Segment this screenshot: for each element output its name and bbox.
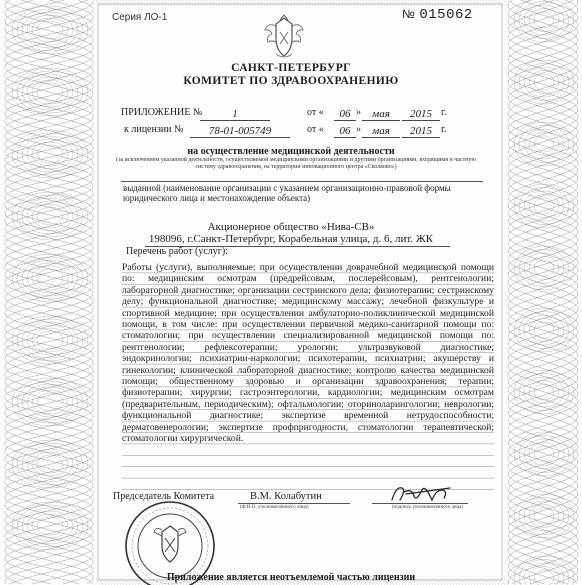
number-prefix: № [402, 7, 416, 21]
number-value: 015062 [419, 7, 473, 23]
license-year-field: 2015 [402, 121, 440, 139]
city-title: САНКТ-ПЕТЕРБУРГ [231, 62, 351, 74]
signature-caption: (подпись уполномоченного лица) [392, 505, 464, 510]
appendix-from: от « [307, 107, 324, 118]
license-number-field: 78-01-005749 [190, 121, 290, 139]
committee-title: КОМИТЕТ ПО ЗДРАВООХРАНЕНИЮ [183, 75, 399, 87]
license-from: от « [307, 124, 324, 135]
license-year-suffix: г. [441, 124, 447, 135]
license-close-quote: » [356, 124, 361, 135]
activity-note: (за исключением указанной деятельности, осуществляемой медицинскими организациями и другими организациями, входящими в частную систему здравоохранения, на территории инновационного центра «Сколково») [116, 157, 476, 170]
license-month-field: мая [362, 121, 400, 139]
appendix-number-field: 1 [200, 104, 270, 122]
license-day-field: 06 [334, 121, 356, 139]
works-header: Перечень работ (услуг): [126, 246, 228, 257]
license-label: к лицензии № [124, 124, 184, 135]
coat-of-arms-icon [262, 14, 306, 62]
series-label: Серия ЛО-1 [112, 12, 168, 23]
name-caption: (Ф.И.О. уполномоченного лица) [240, 505, 309, 510]
name-underline [238, 503, 350, 504]
divider-line [121, 181, 483, 182]
works-list: Работы (услуги), выполняемые: при осуществлении доврачебной медицинской помощи по: медицинским осмотрам (предрейсовым, послерейсовым), рентгенологии; лабораторной диагностике; организации сестринского дела; физиотерапии; сестринскому делу; функциональной диагностике; медицинскому массажу; лечебной физкультуре и спортивной медицине; при осуществлении амбулаторно-поликлинической медицинской помощи, в том числе: при осуществлении первичной медико-санитарной помощи по: стоматологии; при осуществлении специализированной медицинской помощи по: рентгенологии; рефлексотерапии; урологии; ультразвуковой диагностике; эндокринологии; психиатрии-наркологии; психотерапии, психиатрии; акушерству и гинекологии; клинической лабораторной диагностике; контролю качества медицинской помощи; общественному здоровью и организации здравоохранения; терапии; физиотерапии; хирургии; гастроэнтерологии, кардиологии; медицинским осмотрам (предварительным, периодическим); офтальмологии; оториноларингологии; неврологии; функциональной диагностике; экспертизе временной нетрудоспособности; дерматовенерологии; экспертизе профпригодности, стоматологии терапевтической; стоматологии хирургической. [122, 262, 494, 445]
appendix-day-field: 06 [334, 104, 356, 122]
appendix-month-field: мая [362, 104, 400, 122]
appendix-label: ПРИЛОЖЕНИЕ № [121, 107, 203, 118]
signatory-title: Председатель Комитета [113, 491, 215, 502]
signatory-name: В.М. Колабутин [250, 491, 322, 502]
appendix-year-suffix: г. [441, 107, 447, 118]
appendix-close-quote: » [356, 107, 361, 118]
footer-note: Приложение является неотъемлемой частью лицензии [166, 572, 416, 583]
organization-name: Акционерное общество «Нива-СВ» [207, 221, 375, 233]
organization-address: 198096, г.Санкт-Петербург, Корабельная улица, д. 6, лит. ЖК [148, 233, 434, 245]
activity-title: на осуществление медицинской деятельности [187, 146, 395, 157]
issued-description: выданной (наименование организации с указанием организационно-правовой формы юридического лица и местонахождение объекта) [123, 183, 451, 203]
handwritten-signature [386, 482, 460, 508]
appendix-year-field: 2015 [402, 104, 440, 122]
form-number [402, 7, 473, 23]
